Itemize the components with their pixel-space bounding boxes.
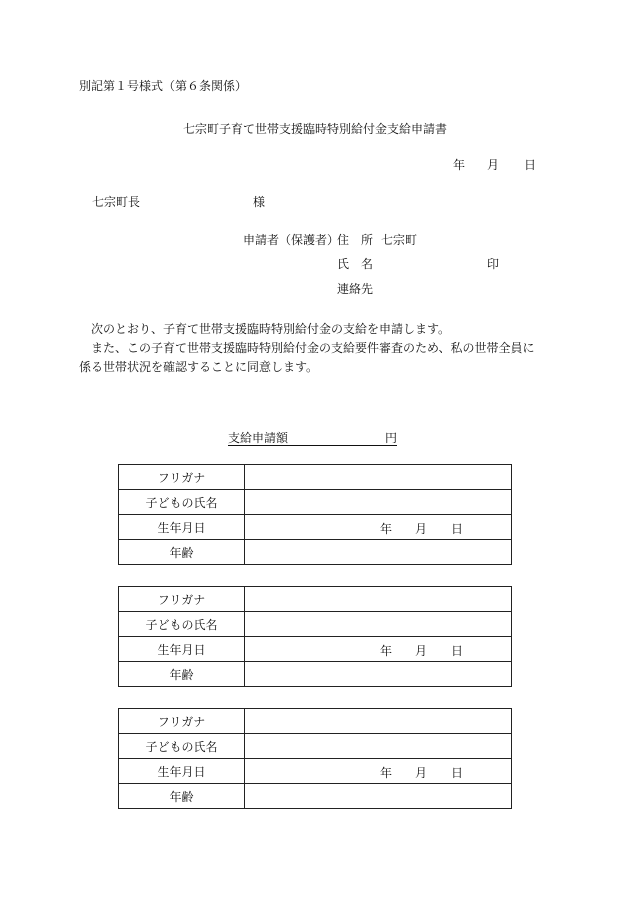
birth-year-label: 年	[380, 766, 393, 780]
child-name-label: 子どもの氏名	[119, 612, 245, 637]
child-info-table	[118, 586, 512, 687]
furigana-field[interactable]	[245, 709, 512, 734]
table-row	[119, 465, 512, 490]
currency-unit: 円	[384, 431, 397, 445]
declaration-text	[79, 320, 539, 377]
addressee-honorific: 様	[253, 195, 266, 209]
table-row	[119, 637, 512, 662]
table-row	[119, 587, 512, 612]
birth-year-label: 年	[380, 644, 393, 658]
age-label: 年齢	[119, 662, 245, 687]
child-name-label: 子どもの氏名	[119, 734, 245, 759]
address-field[interactable]: 七宗町	[381, 233, 418, 247]
table-row	[119, 734, 512, 759]
table-row	[119, 490, 512, 515]
requested-amount-label: 支給申請額	[228, 431, 289, 445]
birthdate-field[interactable]	[245, 759, 512, 784]
birthdate-label: 生年月日	[119, 759, 245, 784]
child-name-field[interactable]	[245, 490, 512, 515]
birth-day-label: 日	[451, 522, 464, 536]
furigana-field[interactable]	[245, 465, 512, 490]
requested-amount-field[interactable]	[228, 431, 397, 446]
furigana-label: フリガナ	[119, 465, 245, 490]
furigana-label: フリガナ	[119, 587, 245, 612]
name-label: 氏 名	[337, 257, 374, 271]
birth-month-label: 月	[415, 644, 428, 658]
date-year-label: 年	[453, 158, 466, 172]
child-name-label: 子どもの氏名	[119, 490, 245, 515]
applicant-role-label: 申請者（保護者）	[243, 233, 340, 247]
furigana-field[interactable]	[245, 587, 512, 612]
age-label: 年齢	[119, 784, 245, 809]
birth-month-label: 月	[415, 522, 428, 536]
birthdate-field[interactable]	[245, 637, 512, 662]
seal-mark: 印	[487, 257, 500, 271]
birthdate-label: 生年月日	[119, 637, 245, 662]
addressee-name: 七宗町長	[92, 195, 141, 209]
birth-day-label: 日	[451, 644, 464, 658]
furigana-label: フリガナ	[119, 709, 245, 734]
table-row	[119, 515, 512, 540]
child-info-table	[118, 708, 512, 809]
birth-month-label: 月	[415, 766, 428, 780]
birth-day-label: 日	[451, 766, 464, 780]
age-field[interactable]	[245, 540, 512, 565]
child-name-field[interactable]	[245, 734, 512, 759]
table-row	[119, 662, 512, 687]
table-row	[119, 612, 512, 637]
birthdate-field[interactable]	[245, 515, 512, 540]
table-row	[119, 709, 512, 734]
age-field[interactable]	[245, 662, 512, 687]
child-info-table	[118, 464, 512, 565]
date-day-label: 日	[524, 158, 537, 172]
date-month-label: 月	[487, 158, 500, 172]
age-label: 年齢	[119, 540, 245, 565]
declaration-line-2: また、この子育て世帯支援臨時特別給付金の支給要件審査のため、私の世帯全員に係る世帯状況を確認することに同意します。	[79, 341, 535, 374]
table-row	[119, 540, 512, 565]
document-title: 七宗町子育て世帯支援臨時特別給付金支給申請書	[182, 122, 447, 136]
age-field[interactable]	[245, 784, 512, 809]
declaration-line-1: 次のとおり、子育て世帯支援臨時特別給付金の支給を申請します。	[91, 322, 451, 336]
form-number-label: 別記第１号様式（第６条関係）	[79, 79, 248, 93]
birthdate-label: 生年月日	[119, 515, 245, 540]
contact-label: 連絡先	[337, 282, 374, 296]
table-row	[119, 759, 512, 784]
table-row	[119, 784, 512, 809]
birth-year-label: 年	[380, 522, 393, 536]
address-label: 住 所	[337, 233, 374, 247]
application-date	[453, 158, 543, 172]
child-name-field[interactable]	[245, 612, 512, 637]
